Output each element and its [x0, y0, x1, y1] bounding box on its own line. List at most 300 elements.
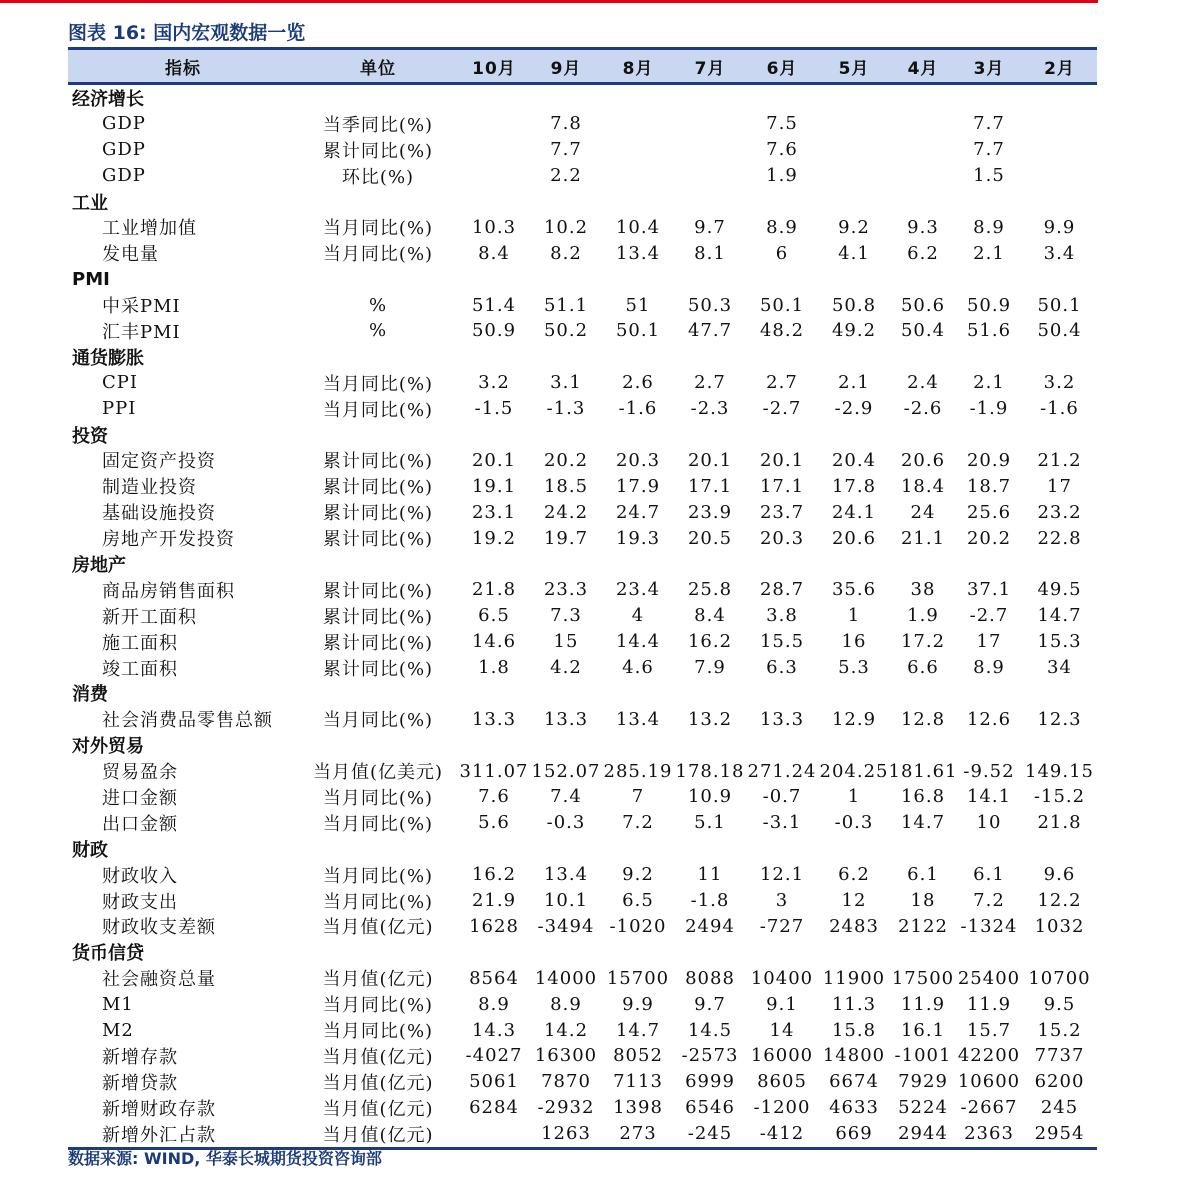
table-row [68, 473, 1097, 499]
value-cell: 23.3 [543, 579, 589, 601]
unit-cell: % [368, 294, 388, 316]
value-cell: 17.2 [900, 631, 946, 653]
value-cell: 35.6 [831, 579, 877, 601]
value-cell: 4.1 [838, 242, 870, 264]
category-row [68, 189, 1097, 215]
value-cell: 16.8 [900, 786, 946, 808]
indicator-name: 出口金额 [102, 813, 178, 835]
value-cell: -245 [687, 1123, 733, 1145]
value-cell: 3.2 [1043, 372, 1076, 394]
value-cell: 10.1 [543, 890, 589, 912]
value-cell: 16000 [750, 1045, 814, 1067]
category-row [68, 551, 1097, 577]
unit-cell: 当月同比(%) [322, 373, 434, 395]
value-cell: 19.3 [615, 527, 661, 549]
table-row [68, 1017, 1097, 1043]
value-cell: -2.3 [690, 398, 730, 420]
value-cell: 273 [619, 1123, 657, 1145]
value-cell: 8.4 [694, 605, 726, 627]
value-cell: 20.3 [759, 527, 805, 549]
value-cell: 7929 [898, 1071, 948, 1093]
value-cell: 6.2 [838, 864, 870, 886]
indicator-name: 新增财政存款 [102, 1098, 216, 1120]
value-cell: 5.1 [694, 812, 726, 834]
value-cell: 10.2 [543, 216, 589, 238]
category-label: 对外贸易 [72, 736, 144, 758]
value-cell: 9.6 [1043, 864, 1076, 886]
value-cell: 7.7 [973, 139, 1005, 161]
value-cell: 5061 [469, 1071, 519, 1093]
value-cell: -1020 [609, 915, 667, 937]
table-row [68, 1043, 1097, 1069]
indicator-name: GDP [102, 139, 146, 161]
category-row [68, 732, 1097, 758]
value-cell: 23.1 [471, 501, 517, 523]
unit-cell: 当月值(亿元) [322, 917, 434, 939]
value-cell: 23.2 [1037, 501, 1082, 523]
value-cell: 24.1 [831, 501, 877, 523]
table-row [68, 214, 1097, 240]
unit-cell: 当月值(亿元) [322, 1046, 434, 1068]
table-row [68, 396, 1097, 422]
value-cell: 8.9 [973, 216, 1005, 238]
value-cell: 9.7 [694, 993, 726, 1015]
table-row [68, 706, 1097, 732]
value-cell: 12 [841, 890, 867, 912]
value-cell: 13.3 [759, 708, 805, 730]
value-cell: 10.9 [687, 786, 733, 808]
value-cell: 51 [625, 294, 651, 316]
unit-cell: 当月值(亿美元) [312, 762, 444, 784]
value-cell: -2.7 [762, 398, 802, 420]
category-row [68, 266, 1097, 292]
value-cell: 8.2 [550, 242, 582, 264]
value-cell: 16.2 [687, 631, 733, 653]
category-row [68, 680, 1097, 706]
value-cell: -2573 [681, 1045, 739, 1067]
value-cell: 42200 [957, 1045, 1021, 1067]
value-cell: 18.7 [966, 475, 1012, 497]
indicator-name: 发电量 [102, 244, 159, 266]
value-cell: 25.8 [687, 579, 733, 601]
indicator-name: 竣工面积 [102, 658, 178, 680]
value-cell: 10600 [957, 1071, 1021, 1093]
category-label: 货币信贷 [72, 943, 144, 965]
value-cell: 7.7 [973, 113, 1005, 135]
value-cell [818, 163, 890, 189]
category-label: PMI [72, 268, 110, 290]
unit-cell: 累计同比(%) [322, 632, 434, 654]
value-cell: 22.8 [1037, 527, 1082, 549]
value-cell: 8.9 [766, 216, 798, 238]
table-row [68, 603, 1097, 629]
value-cell: 9.2 [838, 216, 870, 238]
value-cell: 7.5 [766, 113, 798, 135]
unit-cell: 当月同比(%) [322, 710, 434, 732]
value-cell: 11900 [822, 967, 886, 989]
indicator-name: 汇丰PMI [102, 321, 181, 343]
value-cell [818, 111, 890, 137]
value-cell: 50.4 [900, 320, 946, 342]
value-cell: 20.1 [687, 449, 733, 471]
value-cell: 15.7 [966, 1019, 1012, 1041]
value-cell: -1001 [894, 1045, 952, 1067]
table-row [68, 862, 1097, 888]
value-cell: 50.1 [759, 294, 805, 316]
indicator-name: M2 [102, 1019, 134, 1041]
value-cell: 50.1 [615, 320, 661, 342]
value-cell: -1.8 [690, 890, 730, 912]
value-cell: 1.5 [973, 165, 1005, 187]
value-cell: 178.18 [675, 760, 745, 782]
value-cell: 11 [697, 864, 723, 886]
value-cell: 2494 [685, 915, 735, 937]
value-cell: 49.5 [1037, 579, 1082, 601]
value-cell: 50.4 [1037, 320, 1082, 342]
value-cell: 14.3 [471, 1019, 517, 1041]
value-cell: 16.1 [900, 1019, 946, 1041]
value-cell [1022, 137, 1097, 163]
value-cell: 2.7 [694, 372, 726, 394]
value-cell: 2.4 [907, 372, 939, 394]
value-cell: 12.8 [900, 708, 946, 730]
value-cell: 204.25 [819, 760, 889, 782]
table-row [68, 1121, 1097, 1147]
value-cell: 17.1 [687, 475, 733, 497]
table-row [68, 318, 1097, 344]
value-cell: 6200 [1034, 1071, 1085, 1093]
unit-cell: 当月值(亿元) [322, 1098, 434, 1120]
header-cell: 指标 [165, 58, 201, 79]
value-cell: 9.9 [622, 993, 654, 1015]
value-cell: 17500 [891, 967, 955, 989]
value-cell: 11.3 [831, 993, 877, 1015]
value-cell: 6.5 [478, 605, 510, 627]
value-cell: 15.2 [1037, 1019, 1082, 1041]
table-row [68, 758, 1097, 784]
value-cell: -9.52 [963, 760, 1015, 782]
value-cell: 15.8 [831, 1019, 877, 1041]
table-row [68, 499, 1097, 525]
value-cell: 1 [847, 786, 861, 808]
value-cell: -1324 [960, 915, 1018, 937]
value-cell: 6.6 [907, 657, 939, 679]
value-cell: 13.2 [687, 708, 733, 730]
value-cell: 23.4 [615, 579, 661, 601]
value-cell: 5.6 [478, 812, 510, 834]
value-cell: 2.6 [622, 372, 654, 394]
value-cell: 28.7 [759, 579, 805, 601]
value-cell [890, 111, 956, 137]
header-cell: 6月 [766, 58, 798, 79]
value-cell: 19.7 [543, 527, 589, 549]
table-row [68, 1069, 1097, 1095]
value-cell: 2944 [898, 1123, 948, 1145]
value-cell: 8.9 [478, 993, 510, 1015]
unit-cell: 当月值(亿元) [322, 1124, 434, 1146]
table-row [68, 991, 1097, 1017]
value-cell: 50.1 [1037, 294, 1082, 316]
value-cell: 3.2 [478, 372, 510, 394]
header-cell: 7月 [694, 58, 726, 79]
value-cell: 4.2 [550, 657, 582, 679]
indicator-name: 中采PMI [102, 296, 181, 318]
category-label: 投资 [72, 425, 108, 447]
value-cell: 6.1 [973, 864, 1005, 886]
value-cell [458, 111, 530, 137]
value-cell: 8605 [757, 1071, 807, 1093]
indicator-name: GDP [102, 165, 146, 187]
value-cell: 20.1 [759, 449, 805, 471]
value-cell: 15 [553, 631, 579, 653]
unit-cell: 当月同比(%) [322, 218, 434, 240]
value-cell: 37.1 [966, 579, 1012, 601]
data-source-note: 数据来源: WIND, 华泰长城期货投资咨询部 [68, 1149, 382, 1168]
value-cell: 9.1 [766, 993, 798, 1015]
value-cell: 20.2 [543, 449, 589, 471]
value-cell: 11.9 [900, 993, 946, 1015]
value-cell: 4 [631, 605, 645, 627]
table-row [68, 447, 1097, 473]
value-cell [890, 163, 956, 189]
value-cell: 14000 [534, 967, 598, 989]
value-cell: 10 [976, 812, 1002, 834]
table-row [68, 629, 1097, 655]
value-cell: 7870 [541, 1071, 591, 1093]
value-cell: 50.2 [543, 320, 589, 342]
value-cell: 6.1 [907, 864, 939, 886]
value-cell: 50.8 [831, 294, 877, 316]
value-cell [602, 137, 674, 163]
unit-cell: 环比(%) [341, 166, 415, 188]
value-cell: 14.4 [615, 631, 661, 653]
value-cell: 669 [835, 1123, 873, 1145]
value-cell: -2.6 [903, 398, 943, 420]
value-cell: -2667 [960, 1097, 1018, 1119]
category-label: 房地产 [72, 554, 126, 576]
value-cell: 17.8 [831, 475, 877, 497]
value-cell: 16 [841, 631, 867, 653]
table-row [68, 111, 1097, 137]
category-row [68, 422, 1097, 448]
value-cell: 12.1 [759, 864, 805, 886]
value-cell: -15.2 [1033, 786, 1086, 808]
value-cell: 8.1 [694, 242, 726, 264]
value-cell: 7.4 [550, 786, 582, 808]
value-cell: -1.5 [474, 398, 514, 420]
value-cell: -1200 [753, 1097, 811, 1119]
value-cell: 9.2 [622, 864, 654, 886]
value-cell: 47.7 [687, 320, 733, 342]
value-cell: -4027 [465, 1045, 523, 1067]
value-cell: 13.4 [615, 242, 661, 264]
value-cell [674, 111, 746, 137]
table-header-row [68, 47, 1097, 85]
value-cell: 1628 [469, 915, 519, 937]
unit-cell: 累计同比(%) [322, 529, 434, 551]
value-cell: 48.2 [759, 320, 805, 342]
category-label: 消费 [72, 684, 108, 706]
table-row [68, 577, 1097, 603]
table-row [68, 784, 1097, 810]
value-cell: 7.7 [550, 139, 582, 161]
value-cell: 2122 [898, 915, 948, 937]
value-cell: 6 [775, 242, 789, 264]
value-cell: 2363 [964, 1123, 1014, 1145]
indicator-name: 新增存款 [102, 1046, 178, 1068]
header-cell: 2月 [1044, 58, 1075, 79]
category-label: 工业 [72, 192, 108, 214]
value-cell: 21.8 [471, 579, 517, 601]
value-cell: 50.6 [900, 294, 946, 316]
value-cell: 10.3 [471, 216, 517, 238]
indicator-name: 新开工面积 [102, 606, 197, 628]
indicator-name: CPI [102, 372, 138, 394]
value-cell: 1263 [541, 1123, 591, 1145]
value-cell: 8052 [613, 1045, 663, 1067]
value-cell: 1.9 [766, 165, 798, 187]
value-cell: 14.1 [966, 786, 1012, 808]
indicator-name: 新增贷款 [102, 1072, 178, 1094]
indicator-name: 社会融资总量 [102, 969, 216, 991]
top-accent-bar [0, 0, 1098, 3]
table-row [68, 163, 1097, 189]
unit-cell: 当季同比(%) [322, 114, 434, 136]
value-cell: 15.3 [1037, 631, 1082, 653]
value-cell: 1398 [613, 1097, 663, 1119]
table-row [68, 655, 1097, 681]
value-cell: 14.2 [543, 1019, 589, 1041]
value-cell: 3.4 [1043, 242, 1076, 264]
value-cell: 8.4 [478, 242, 510, 264]
table-row [68, 525, 1097, 551]
value-cell: 21.1 [900, 527, 946, 549]
table-row [68, 1095, 1097, 1121]
indicator-name: 财政支出 [102, 891, 178, 913]
value-cell: 3.8 [766, 605, 798, 627]
value-cell: 7 [631, 786, 645, 808]
unit-cell: 当月同比(%) [322, 891, 434, 913]
value-cell: 13.3 [471, 708, 517, 730]
value-cell: 3 [775, 890, 789, 912]
value-cell: -3.1 [762, 812, 802, 834]
value-cell: 2.7 [766, 372, 798, 394]
value-cell: 16.2 [471, 864, 517, 886]
unit-cell: 当月值(亿元) [322, 969, 434, 991]
value-cell: 7.2 [973, 890, 1005, 912]
value-cell: 24 [910, 501, 936, 523]
value-cell: 2.1 [973, 372, 1005, 394]
value-cell: -1.9 [969, 398, 1009, 420]
category-label: 经济增长 [72, 88, 144, 110]
value-cell: 6.5 [622, 890, 654, 912]
unit-cell: 当月同比(%) [322, 399, 434, 421]
value-cell: 49.2 [831, 320, 877, 342]
indicator-name: 制造业投资 [102, 477, 197, 499]
value-cell: 20.1 [471, 449, 517, 471]
value-cell: 1.9 [907, 605, 939, 627]
unit-cell: 当月同比(%) [322, 865, 434, 887]
category-row [68, 344, 1097, 370]
indicator-name: 基础设施投资 [102, 503, 216, 525]
value-cell: 3.1 [550, 372, 582, 394]
value-cell: 311.07 [459, 760, 529, 782]
value-cell: 1 [847, 605, 861, 627]
indicator-name: PPI [102, 398, 137, 420]
header-cell: 5月 [838, 58, 870, 79]
value-cell: -2932 [537, 1097, 595, 1119]
table-body [68, 85, 1097, 1147]
value-cell: 245 [1040, 1097, 1079, 1119]
value-cell: 7.2 [622, 812, 654, 834]
value-cell: 24.2 [543, 501, 589, 523]
value-cell: 6284 [469, 1097, 519, 1119]
value-cell: 7737 [1034, 1045, 1085, 1067]
header-cell: 8月 [622, 58, 654, 79]
value-cell: 4633 [829, 1097, 879, 1119]
value-cell: -3494 [537, 915, 595, 937]
indicator-name: 贸易盈余 [102, 762, 178, 784]
value-cell: -1.6 [618, 398, 658, 420]
value-cell: 149.15 [1025, 760, 1094, 782]
value-cell: 17 [1047, 475, 1072, 497]
value-cell: 19.1 [471, 475, 517, 497]
indicator-name: 商品房销售面积 [102, 580, 235, 602]
value-cell: 50.9 [471, 320, 517, 342]
unit-cell: 累计同比(%) [322, 580, 434, 602]
value-cell: 1032 [1034, 915, 1085, 937]
value-cell: 8.9 [973, 657, 1005, 679]
table-row [68, 370, 1097, 396]
value-cell: 12.6 [966, 708, 1012, 730]
value-cell [1022, 111, 1097, 137]
value-cell: 4.6 [622, 657, 654, 679]
value-cell: -2.9 [834, 398, 874, 420]
unit-cell: 当月同比(%) [322, 788, 434, 809]
value-cell: 19.2 [471, 527, 517, 549]
value-cell: 24.7 [615, 501, 661, 523]
value-cell: 20.3 [615, 449, 661, 471]
value-cell: -0.3 [834, 812, 874, 834]
value-cell: 20.2 [966, 527, 1012, 549]
value-cell: 18 [910, 890, 936, 912]
table-row [68, 137, 1097, 163]
value-cell: 13.4 [615, 708, 661, 730]
value-cell: 18.4 [900, 475, 946, 497]
value-cell [602, 163, 674, 189]
value-cell: 2.1 [838, 372, 870, 394]
value-cell: 20.9 [966, 449, 1012, 471]
value-cell: 7.8 [550, 113, 582, 135]
value-cell: 15700 [606, 967, 670, 989]
value-cell: 51.1 [543, 294, 589, 316]
value-cell: 50.3 [687, 294, 733, 316]
value-cell: 12.9 [831, 708, 877, 730]
category-label: 财政 [72, 839, 108, 861]
value-cell: 17.9 [615, 475, 661, 497]
header-cell: 10月 [472, 58, 516, 79]
figure-title: 图表 16: 国内宏观数据一览 [68, 22, 306, 44]
value-cell: 181.61 [888, 760, 958, 782]
indicator-name: 社会消费品零售总额 [102, 710, 273, 732]
value-cell: -1.3 [546, 398, 586, 420]
value-cell: 51.4 [471, 294, 517, 316]
value-cell: -412 [759, 1123, 805, 1145]
value-cell: 14 [769, 1019, 795, 1041]
unit-cell: 累计同比(%) [322, 451, 434, 473]
unit-cell: 累计同比(%) [322, 606, 434, 628]
value-cell: 51.6 [966, 320, 1012, 342]
